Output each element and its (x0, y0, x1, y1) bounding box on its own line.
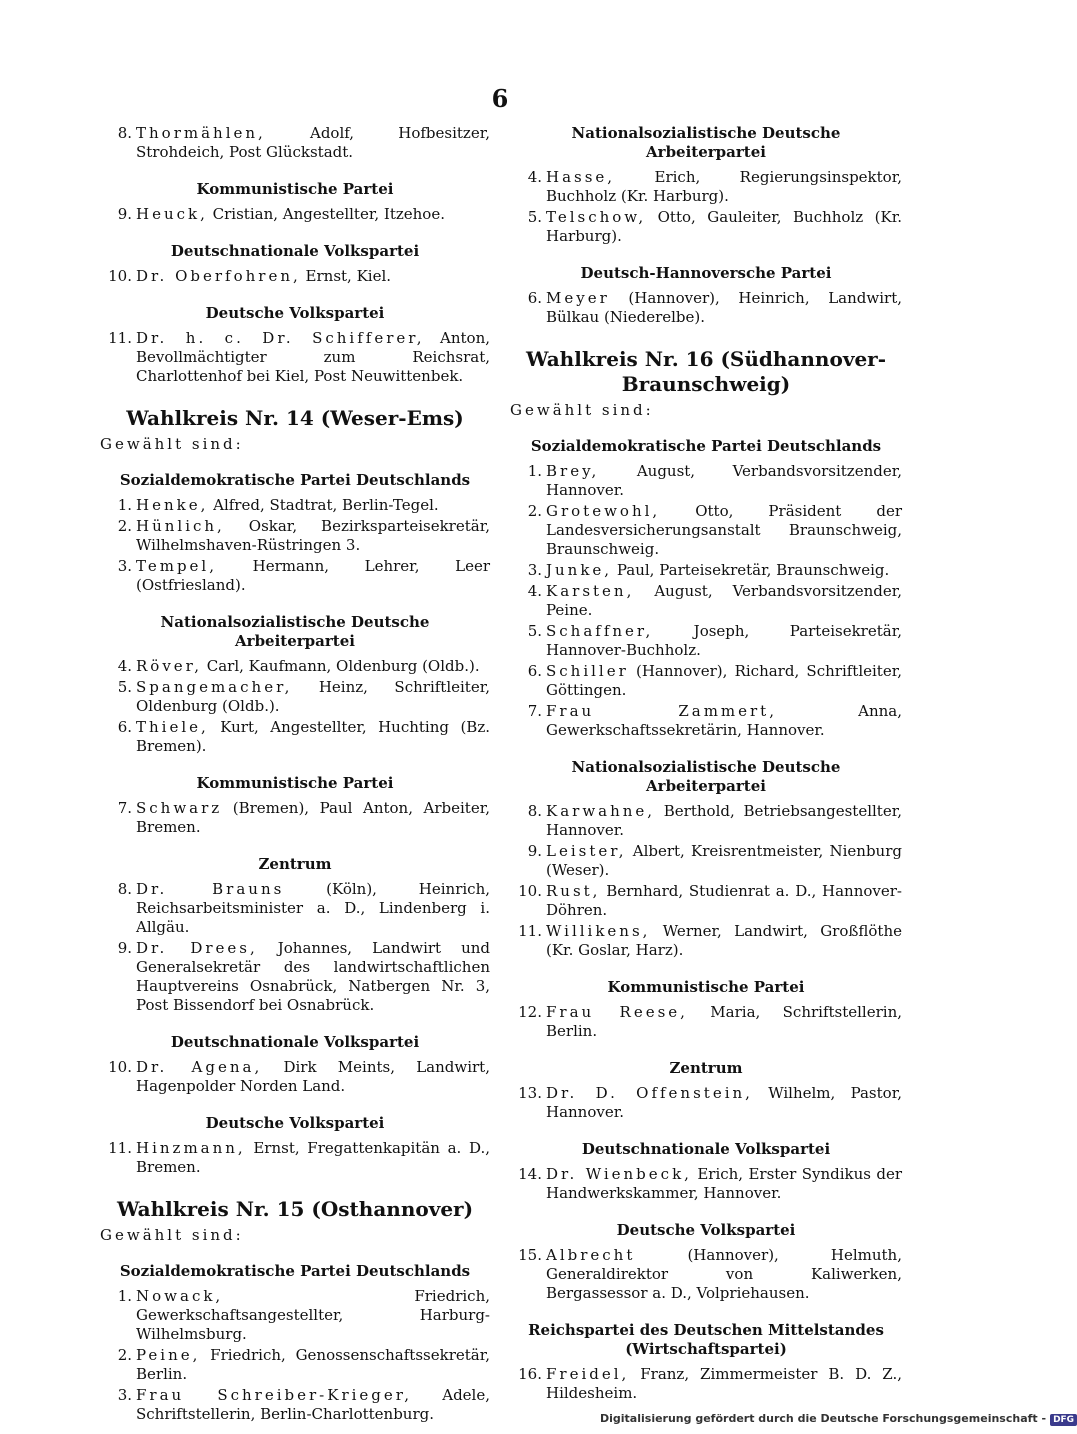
candidate-name: Henke, (136, 496, 209, 514)
candidate-entry (100, 718, 490, 756)
candidate-entry (510, 582, 902, 620)
candidate-entry (510, 208, 902, 246)
entry-number: 10. (108, 267, 132, 285)
candidate-entry (510, 922, 902, 960)
party-heading: Deutschnationale Volkspartei (170, 1033, 420, 1051)
candidate-details: Heinz, Schriftleiter, Oldenburg (Oldb.). (136, 678, 490, 715)
candidate-name: Karwahne, (546, 802, 656, 820)
candidate-entry (510, 561, 902, 580)
candidate-entry (100, 517, 490, 555)
candidate-entry (100, 880, 490, 937)
candidate-details: Maria, Schriftstellerin, Berlin. (546, 1003, 902, 1040)
candidate-details: Erich, Regierungsinspektor, Buchholz (Kr. Harburg). (546, 168, 902, 205)
party-heading: Kommunistische Partei (607, 978, 805, 996)
party-heading: Nationalsozialistische Deutsche Arbeiterpartei (571, 758, 841, 795)
candidate-entry (100, 1287, 490, 1344)
candidate-entry (100, 267, 490, 286)
party-heading: Kommunistische Partei (196, 774, 394, 792)
candidate-name: Tempel, (136, 557, 217, 575)
entry-number: 10. (108, 1058, 132, 1076)
candidate-entry (510, 462, 902, 500)
candidate-name: Meyer (546, 289, 610, 307)
candidate-entry (510, 289, 902, 327)
entry-number: 1. (117, 496, 132, 514)
wahlkreis-heading: Wahlkreis Nr. 15 (Osthannover) (116, 1197, 474, 1221)
candidate-details: Ernst, Kiel. (300, 267, 392, 285)
candidate-name: Dr. h. c. Dr. Schifferer, (136, 329, 425, 347)
candidate-details: (Hannover), Heinrich, Landwirt, Bülkau (Niederelbe). (546, 289, 902, 326)
party-heading: Kommunistische Partei (196, 180, 394, 198)
party-heading: Zentrum (669, 1059, 743, 1077)
candidate-name: Dr. Oberfohren, (136, 267, 301, 285)
candidate-details: Friedrich, Genossenschaftssekretär, Berlin. (136, 1346, 490, 1383)
entry-number: 8. (527, 802, 542, 820)
entry-number: 7. (527, 702, 542, 720)
candidate-name: Willikens, (546, 922, 651, 940)
candidate-entry (100, 1386, 490, 1424)
candidate-name: Schiller (546, 662, 629, 680)
candidate-name: Hinzmann, (136, 1139, 246, 1157)
candidate-entry (510, 1365, 902, 1403)
wahlkreis-heading: Wahlkreis Nr. 16 (Südhannover-Braunschweig) (526, 347, 886, 396)
entry-number: 13. (518, 1084, 542, 1102)
candidate-name: Thiele, (136, 718, 209, 736)
entry-number: 16. (518, 1365, 542, 1383)
entry-number: 7. (117, 799, 132, 817)
candidate-name: Heuck, (136, 205, 208, 223)
right-column (510, 124, 902, 1405)
party-heading: Deutschnationale Volkspartei (581, 1140, 831, 1158)
candidate-details: Wilhelm, Pastor, Hannover. (546, 1084, 902, 1121)
entry-number: 9. (527, 842, 542, 860)
candidate-details: (Köln), Heinrich, Reichsarbeitsminister a. D., Lindenberg i. Allgäu. (136, 880, 490, 936)
candidate-entry (510, 842, 902, 880)
party-heading: Deutsche Volkspartei (205, 304, 385, 322)
candidate-name: Röver, (136, 657, 202, 675)
candidate-name: Thormählen, (136, 124, 266, 142)
party-heading: Deutsche Volkspartei (205, 1114, 385, 1132)
party-heading: Nationalsozialistische Deutsche Arbeiterpartei (160, 613, 430, 650)
candidate-details: Anton, Bevollmächtigter zum Reichsrat, Charlottenhof bei Kiel, Post Neuwittenbek. (136, 329, 490, 385)
entry-number: 3. (117, 1386, 132, 1404)
entry-number: 11. (518, 922, 542, 940)
candidate-entry (100, 496, 490, 515)
candidate-entry (510, 882, 902, 920)
candidate-details: Bernhard, Studienrat a. D., Hannover-Döhren. (546, 882, 902, 919)
wahlkreis-heading: Wahlkreis Nr. 14 (Weser-Ems) (126, 406, 464, 430)
candidate-name: Nowack, (136, 1287, 224, 1305)
candidate-entry (510, 1084, 902, 1122)
party-heading: Reichspartei des Deutschen Mittelstandes (Wirtschaftspartei) (528, 1321, 884, 1358)
party-heading: Sozialdemokratische Partei Deutschlands (530, 437, 882, 455)
footer (600, 1412, 1075, 1426)
candidate-name: Schaffner, (546, 622, 654, 640)
candidate-name: Frau Reese, (546, 1003, 688, 1021)
entry-number: 5. (527, 622, 542, 640)
candidate-details: Adolf, Hofbesitzer, Strohdeich, Post Glückstadt. (136, 124, 490, 161)
candidate-details: Anna, Gewerkschaftssekretärin, Hannover. (546, 702, 902, 739)
candidate-name: Brey, (546, 462, 600, 480)
candidate-name: Peine, (136, 1346, 201, 1364)
candidate-entry (510, 168, 902, 206)
candidate-entry (100, 205, 490, 224)
entry-number: 1. (527, 462, 542, 480)
candidate-entry (510, 1165, 902, 1203)
candidate-name: Hasse, (546, 168, 616, 186)
candidate-name: Schwarz (136, 799, 223, 817)
candidate-details: Cristian, Angestellter, Itzehoe. (207, 205, 445, 223)
candidate-entry (510, 1246, 902, 1303)
candidate-details: Oskar, Bezirksparteisekretär, Wilhelmshaven-Rüstringen 3. (136, 517, 490, 554)
entry-number: 12. (518, 1003, 542, 1021)
candidate-details: Friedrich, Gewerkschaftsangestellter, Harburg-Wilhelmsburg. (136, 1287, 490, 1343)
candidate-name: Junke, (546, 561, 613, 579)
candidate-details: Joseph, Parteisekretär, Hannover-Buchholz. (546, 622, 902, 659)
candidate-details: August, Verbandsvorsitzender, Hannover. (546, 462, 902, 499)
left-column (100, 124, 490, 1426)
dfg-logo-icon: DFG (1050, 1414, 1077, 1426)
candidate-details: Werner, Landwirt, Großflöthe (Kr. Goslar, Harz). (546, 922, 902, 959)
party-heading: Deutsch-Hannoversche Partei (580, 264, 832, 282)
candidate-details: Otto, Präsident der Landesversicherungsanstalt Braunschweig, Braunschweig. (546, 502, 902, 558)
candidate-entry (100, 939, 490, 1015)
candidate-name: Spangemacher, (136, 678, 293, 696)
candidate-entry (100, 1058, 490, 1096)
entry-number: 5. (117, 678, 132, 696)
candidate-entry (100, 799, 490, 837)
entry-number: 14. (518, 1165, 542, 1183)
candidate-details: Hermann, Lehrer, Leer (Ostfriesland). (136, 557, 490, 594)
entry-number: 6. (117, 718, 132, 736)
candidate-details: Berthold, Betriebsangestellter, Hannover. (546, 802, 902, 839)
candidate-entry (510, 622, 902, 660)
candidate-details: Dirk Meints, Landwirt, Hagenpolder Norden Land. (136, 1058, 490, 1095)
elected-label: Gewählt sind: (510, 401, 654, 419)
entry-number: 5. (527, 208, 542, 226)
candidate-name: Dr. D. Offenstein, (546, 1084, 753, 1102)
candidate-name: Frau Zammert, (546, 702, 777, 720)
candidate-details: Otto, Gauleiter, Buchholz (Kr. Harburg). (546, 208, 902, 245)
entry-number: 3. (527, 561, 542, 579)
candidate-entry (100, 329, 490, 386)
entry-number: 9. (117, 939, 132, 957)
candidate-entry (100, 1139, 490, 1177)
page-number: 6 (491, 84, 509, 113)
candidate-details: Franz, Zimmermeister B. D. Z., Hildesheim. (546, 1365, 902, 1402)
candidate-name: Grotewohl, (546, 502, 661, 520)
entry-number: 4. (527, 582, 542, 600)
candidate-details: Ernst, Fregattenkapitän a. D., Bremen. (136, 1139, 490, 1176)
entry-number: 9. (117, 205, 132, 223)
candidate-details: (Hannover), Richard, Schriftleiter, Göttingen. (546, 662, 902, 699)
entry-number: 2. (117, 1346, 132, 1364)
candidate-details: Erich, Erster Syndikus der Handwerkskammer, Hannover. (546, 1165, 903, 1202)
entry-number: 8. (117, 124, 132, 142)
party-heading: Sozialdemokratische Partei Deutschlands (119, 471, 471, 489)
candidate-entry (100, 557, 490, 595)
entry-number: 1. (117, 1287, 132, 1305)
entry-number: 11. (108, 329, 132, 347)
party-heading: Deutsche Volkspartei (616, 1221, 796, 1239)
candidate-entry (510, 662, 902, 700)
candidate-entry (510, 802, 902, 840)
entry-number: 2. (117, 517, 132, 535)
party-heading: Sozialdemokratische Partei Deutschlands (119, 1262, 471, 1280)
candidate-name: Freidel, (546, 1365, 630, 1383)
candidate-details: (Bremen), Paul Anton, Arbeiter, Bremen. (136, 799, 490, 836)
footer-text: Digitalisierung gefördert durch die Deutsche Forschungsgemeinschaft - (600, 1412, 1047, 1425)
entry-number: 6. (527, 289, 542, 307)
candidate-details: Alfred, Stadtrat, Berlin-Tegel. (208, 496, 439, 514)
party-heading: Zentrum (258, 855, 332, 873)
candidate-details: Adele, Schriftstellerin, Berlin-Charlottenburg. (136, 1386, 490, 1423)
candidate-name: Telschow, (546, 208, 647, 226)
entry-number: 8. (117, 880, 132, 898)
candidate-entry (510, 1003, 902, 1041)
candidate-entry (510, 502, 902, 559)
party-heading: Nationalsozialistische Deutsche Arbeiterpartei (571, 124, 841, 161)
entry-number: 10. (518, 882, 542, 900)
candidate-details: Kurt, Angestellter, Huchting (Bz. Bremen). (136, 718, 490, 755)
elected-label: Gewählt sind: (100, 435, 244, 453)
candidate-entry (100, 657, 490, 676)
candidate-name: Albrecht (546, 1246, 636, 1264)
elected-label: Gewählt sind: (100, 1226, 244, 1244)
candidate-name: Dr. Agena, (136, 1058, 263, 1076)
candidate-name: Dr. Brauns (136, 880, 285, 898)
candidate-name: Dr. Drees, (136, 939, 258, 957)
candidate-entry (100, 1346, 490, 1384)
candidate-details: August, Verbandsvorsitzender, Peine. (546, 582, 902, 619)
candidate-name: Hünlich, (136, 517, 225, 535)
candidate-entry (510, 702, 902, 740)
candidate-details: Paul, Parteisekretär, Braunschweig. (612, 561, 890, 579)
entry-number: 6. (527, 662, 542, 680)
candidate-name: Karsten, (546, 582, 635, 600)
entry-number: 15. (518, 1246, 542, 1264)
candidate-details: Johannes, Landwirt und Generalsekretär des landwirtschaftlichen Hauptvereins Osnabrück, Natbergen Nr. 3, Post Bissendorf bei Osnabrück. (136, 939, 490, 1014)
candidate-name: Rust, (546, 882, 601, 900)
party-heading: Deutschnationale Volkspartei (170, 242, 420, 260)
entry-number: 11. (108, 1139, 132, 1157)
entry-number: 4. (117, 657, 132, 675)
candidate-details: (Hannover), Helmuth, Generaldirektor von Kaliwerken, Bergassessor a. D., Volpriehausen. (546, 1246, 902, 1302)
candidate-entry (100, 678, 490, 716)
candidate-entry (100, 124, 490, 162)
entry-number: 4. (527, 168, 542, 186)
candidate-name: Frau Schreiber-Krieger, (136, 1386, 413, 1404)
candidate-details: Albert, Kreisrentmeister, Nienburg (Weser). (546, 842, 902, 879)
entry-number: 2. (527, 502, 542, 520)
entry-number: 3. (117, 557, 132, 575)
candidate-name: Dr. Wienbeck, (546, 1165, 692, 1183)
candidate-details: Carl, Kaufmann, Oldenburg (Oldb.). (201, 657, 480, 675)
candidate-name: Leister, (546, 842, 627, 860)
